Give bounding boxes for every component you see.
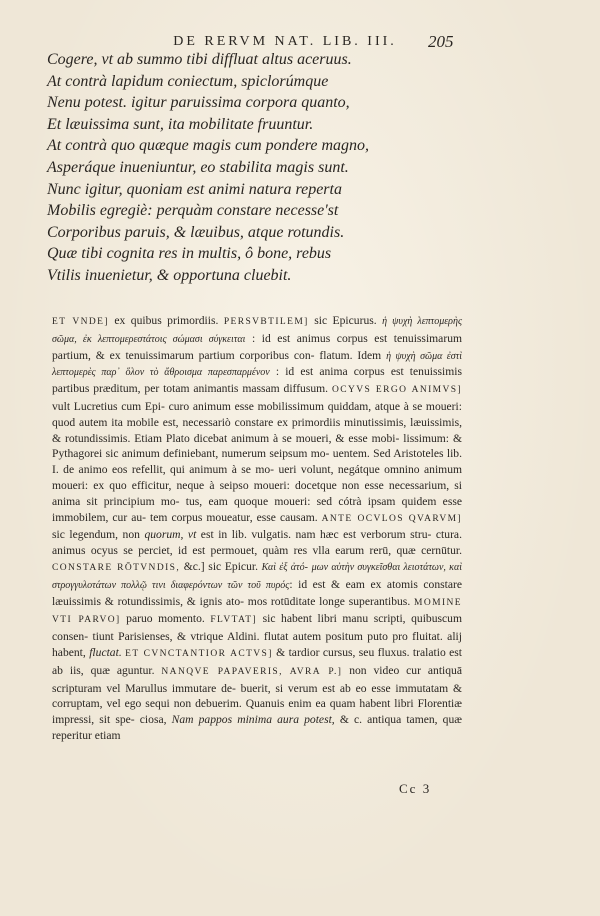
verse-line: At contrà lapidum coniectum, spiclorúmque bbox=[47, 72, 329, 90]
commentary-text-run: massam diffusum. bbox=[242, 382, 332, 396]
greek-quotation: μων αὐτὴν συγκεῖσθαι λειοτάτων, καὶ στρογγυλοτάτων πολλῷ τινι διαφερόντων τῶν τοῦ πυρός bbox=[52, 561, 462, 591]
verse-line: Et læuissima sunt, ita mobilitate fruuntur. bbox=[47, 115, 314, 133]
verse-line: Vtilis inuenietur, & opportuna cluebit. bbox=[47, 266, 292, 284]
verse-line: Quæ tibi cognita res in multis, ô bone, rebus bbox=[47, 245, 332, 263]
lemma: ANTE OCVLOS QVARVM] bbox=[321, 513, 462, 524]
verse-line: Asperáque inueniuntur, eo stabilita magis sunt. bbox=[47, 158, 349, 176]
page-number: 205 bbox=[428, 32, 454, 51]
commentary-text-run: paruo bbox=[120, 612, 153, 626]
lemma: ET VNDE] bbox=[52, 317, 109, 327]
commentary-text-run: ex quibus primordiis. bbox=[108, 314, 224, 327]
lemma: NANQVE PAPAVERIS, bbox=[161, 666, 283, 677]
commentary-text-run: non video cur antiquā scripturam vel Marullus immutare de- bbox=[52, 663, 462, 695]
verse-line: Nenu potest. igitur paruissima corpora quanto, bbox=[47, 94, 350, 112]
commentary-text-run: seipso moueri: docetque non esse necessarium, si anima sit principium mo- bbox=[52, 478, 462, 508]
commentary-text-run: ueri volunt, negátque omnino animum moueri: ex quo efficitur, neque à bbox=[52, 463, 463, 492]
commentary-text-run: : bbox=[289, 577, 293, 591]
commentary-text-run: seu fluxus. tralatio est ab iis, quæ aguntur. bbox=[52, 645, 463, 677]
commentary-text-run: ctura. animus ocyus se perciet, id est permouet, quàm res vlla earum rerū, bbox=[52, 528, 462, 558]
italic-run: fluctat. bbox=[89, 645, 122, 659]
commentary-text-run: ciosa, bbox=[139, 713, 172, 727]
commentary-text-run: tus, eam quoque moueri: sed cótrà ipsam quidem esse immobilem, cur au- bbox=[52, 494, 462, 524]
commentary-text-run: mos rotūditate longe superantibus. bbox=[247, 594, 415, 608]
commentary-text-run: id est & eam ex atomis constare læuissimis & rotundissimis, & ignis ato- bbox=[52, 577, 462, 608]
lemma: AVRA P.] bbox=[289, 666, 343, 677]
verse-line: Nunc igitur, quoniam est animi natura reperta bbox=[47, 180, 342, 198]
commentary-text-run: buerit, si verum est ab eo esse immutatam & corruptam, vel ego sequi non bbox=[52, 681, 462, 711]
commentary-text-run: : id bbox=[269, 365, 295, 379]
commentary-text-run: momento. bbox=[158, 612, 211, 626]
commentary-text-run: curo animum esse mobilissimum quiddam, atque à se moueri: quod autem bbox=[52, 399, 462, 429]
commentary-text-run: alij habent, bbox=[52, 630, 462, 659]
commentary-text bbox=[52, 313, 462, 744]
commentary-text-run: flatum. Idem bbox=[319, 348, 387, 362]
italic-run: quorum, vt bbox=[144, 528, 197, 542]
commentary-text-run: vult Lucretius cum Epi- bbox=[52, 399, 165, 413]
signature-mark: Cc 3 bbox=[399, 781, 432, 796]
lemma: PERSVBTILEM] bbox=[223, 317, 309, 327]
lemma: CONSTARE RŌTVNDIS, bbox=[52, 562, 181, 573]
commentary-text-run: ita mobile est, necessariò constare ex primordiis minutissimis, læuissimis, bbox=[111, 415, 462, 429]
verse-line: At contrà quo quæque magis cum pondere magno, bbox=[47, 137, 370, 155]
commentary-text-run: sic bbox=[52, 528, 65, 542]
commentary-text-run: sic habent libri manu scripti, quibuscum consen- bbox=[52, 612, 463, 644]
lemma: ET CVNCTANTIOR ACTVS] bbox=[125, 648, 273, 659]
commentary-text-run: tiunt Parisienses, & vtrique Aldini. flutat autem positum puto pro fluitat. bbox=[92, 630, 443, 644]
commentary-text-run: lissimum: & Pythagorei sic animum definiebant, numerum seipsum mo- bbox=[52, 431, 462, 461]
commentary-text-run: uentem. Sed Aristoteles lib. I. de animo eos refellit, qui animum à se mo- bbox=[52, 447, 462, 477]
greek-quotation: ἡ ψυχὴ λεπτομερὴς σῶμα, ἐκ λεπτομερεστάτοις σώμασι σύγκειται bbox=[52, 316, 463, 345]
verse-line: Mobilis egregiè: perquàm constare necesse'st bbox=[47, 202, 339, 220]
running-head: DE RERVM NAT. LIB. III. bbox=[173, 34, 397, 49]
commentary-text-run: est tenuissimarum partium, & ex tenuissimarum partium corporibus con- bbox=[52, 331, 463, 362]
verse-line: Corporibus paruis, & læuibus, atque rotundis. bbox=[47, 223, 345, 241]
commentary-text-run: debuerim. Quanuis enim ea quam habent libri Florentiæ impressi, sit spe- bbox=[52, 697, 463, 727]
italic-run: Nam pappos minima aura potest, bbox=[171, 713, 335, 727]
lemma: OCYVS ERGO ANIMVS] bbox=[331, 385, 463, 396]
commentary-text-run: sic Epicurus. bbox=[308, 314, 377, 327]
lemma: FLVTAT] bbox=[210, 615, 258, 626]
commentary-text-run: &c.] sic Epicur. bbox=[180, 559, 262, 573]
commentary-text-run: est anima corpus est tenuissimis partibus præditum, per totam animantis bbox=[52, 365, 462, 396]
verse-block bbox=[47, 49, 467, 287]
commentary-text-run: legendum, non bbox=[69, 528, 145, 542]
verse-line: Cogere, vt ab summo tibi diffluat altus aceruus. bbox=[47, 51, 352, 68]
commentary-text-run: & tardior cursus, bbox=[272, 645, 356, 659]
commentary-text-run: : id est animus corpus bbox=[245, 331, 368, 345]
commentary-text-run: & rotundissimis. Etiam Plato dicebat animum à se moueri, & esse mobi- bbox=[52, 431, 400, 445]
commentary-text-run: quæ cernūtur. bbox=[396, 544, 462, 558]
commentary-text-run: & c. antiqua tamen, quæ reperitur etiam bbox=[52, 713, 462, 742]
greek-quotation: Καὶ ἐξ ἀτό- bbox=[261, 561, 308, 573]
commentary-text-run: tem corpus moueatur, esse causam. bbox=[150, 510, 322, 524]
greek-quotation: ἡ ψυχὴ σῶμα ἐστὶ λεπτομερὲς παρ᾽ ὅλον τὸ ἄθροισμα παρεσπαρμένον bbox=[52, 350, 463, 379]
lemma: MOMINE VTI PARVO] bbox=[52, 597, 463, 626]
commentary-text-run: est in lib. vulgatis. nam hæc est verborum stru- bbox=[196, 528, 432, 542]
